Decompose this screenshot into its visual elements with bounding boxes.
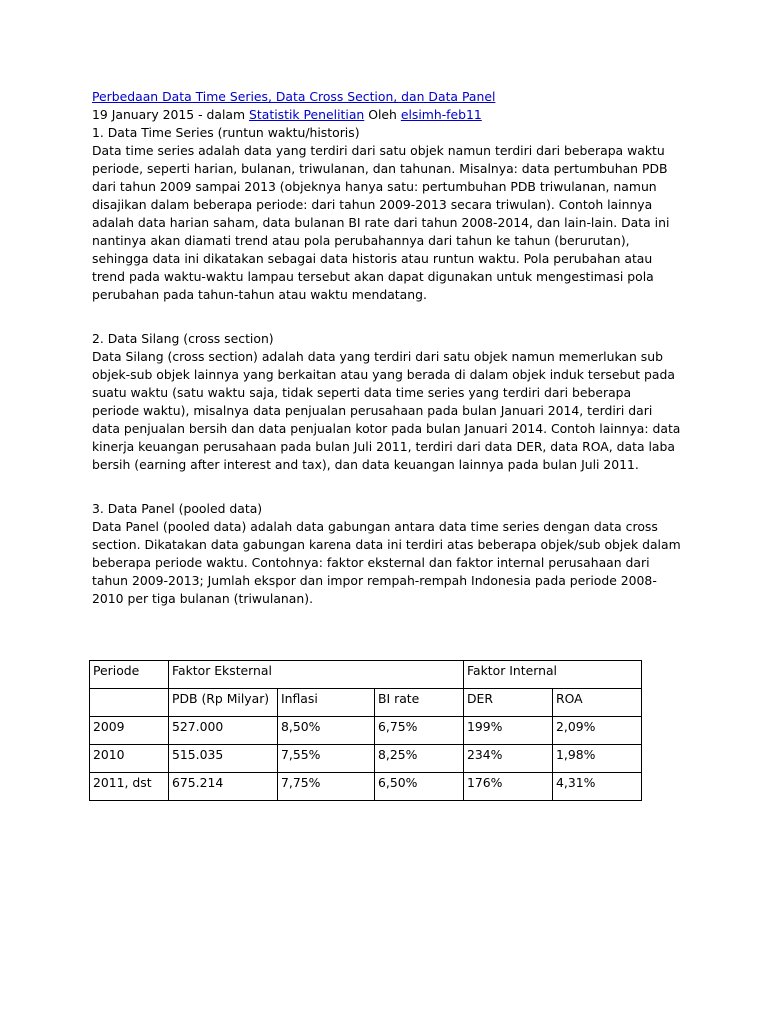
section-gap bbox=[92, 474, 682, 500]
article bbox=[92, 88, 682, 608]
section-body-cross-section: Data Silang (cross section) adalah data yang terdiri dari satu objek namun memerlukan sub objek-sub objek lainnya yang berkaitan atau yang berada di dalam objek induk tersebut pada suatu waktu (satu waktu saja, tidak seperti data time series yang terdiri dari beberapa periode waktu), misalnya data penjualan perusahaan pada bulan Januari 2014, terdiri dari data penjualan bersih dan data penjualan kotor pada bulan Januari 2014. Contoh lainnya: data kinerja keuangan perusahaan pada bulan Juli 2011, terdiri dari data DER, data ROA, data laba bersih (earning after interest and tax), dan data keuangan lainnya pada bulan Juli 2011. bbox=[92, 349, 681, 472]
cell-bi-rate: 6,50% bbox=[375, 773, 464, 801]
cell-bi-rate: 6,75% bbox=[375, 717, 464, 745]
section-body-panel: Data Panel (pooled data) adalah data gabungan antara data time series dengan data cross section. Dikatakan data gabungan karena data ini terdiri atas beberapa objek/sub objek dalam beberapa periode waktu. Contohnya: faktor eksternal dan faktor internal perusahaan dari tahun 2009-2013; Jumlah ekspor dan impor rempah-rempah Indonesia pada periode 2008-2010 per tiga bulanan (triwulanan). bbox=[92, 519, 681, 606]
panel-data-table bbox=[89, 660, 642, 801]
cell-inflasi: 8,50% bbox=[278, 717, 375, 745]
section-body-time-series: Data time series adalah data yang terdiri dari satu objek namun terdiri dari beberapa waktu periode, seperti harian, bulanan, triwulanan, dan tahunan. Misalnya: data pertumbuhan PDB dari tahun 2009 sampai 2013 (objeknya hanya satu: pertumbuhan PDB triwulanan, namun disajikan dalam beberapa periode: dari tahun 2009-2013 secara triwulan). Contoh lainnya adalah data harian saham, data bulanan BI rate dari tahun 2008-2014, dan lain-lain. Data ini nantinya akan diamati trend atau pola perubahannya dari tahun ke tahun (berurutan), sehingga data ini dikatakan sebagai data historis atau runtun waktu. Pola perubahan atau trend pada waktu-waktu lampau tersebut akan dapat digunakan untuk mengestimasi pola perubahan pada tahun-tahun atau waktu mendatang. bbox=[92, 143, 670, 302]
cell-periode: 2009 bbox=[90, 717, 169, 745]
article-meta bbox=[92, 106, 682, 124]
cell-der: 234% bbox=[464, 745, 553, 773]
header-faktor-internal: Faktor Internal bbox=[464, 661, 642, 689]
cell-pdb: 515.035 bbox=[169, 745, 278, 773]
cell-der: 176% bbox=[464, 773, 553, 801]
table-row bbox=[90, 773, 642, 801]
header-inflasi: Inflasi bbox=[278, 689, 375, 717]
cell-pdb: 527.000 bbox=[169, 717, 278, 745]
header-roa: ROA bbox=[553, 689, 642, 717]
article-date: 19 January 2015 - dalam bbox=[92, 107, 250, 122]
cell-der: 199% bbox=[464, 717, 553, 745]
article-title-link[interactable]: Perbedaan Data Time Series, Data Cross Section, dan Data Panel bbox=[92, 89, 496, 104]
header-faktor-eksternal: Faktor Eksternal bbox=[169, 661, 464, 689]
table-row bbox=[90, 717, 642, 745]
cell-roa: 2,09% bbox=[553, 717, 642, 745]
header-empty-cell bbox=[90, 689, 169, 717]
header-der: DER bbox=[464, 689, 553, 717]
section-heading-time-series: 1. Data Time Series (runtun waktu/historis) bbox=[92, 125, 360, 140]
section-heading-panel: 3. Data Panel (pooled data) bbox=[92, 501, 263, 516]
header-periode: Periode bbox=[90, 661, 169, 689]
cell-roa: 4,31% bbox=[553, 773, 642, 801]
cell-roa: 1,98% bbox=[553, 745, 642, 773]
cell-periode: 2010 bbox=[90, 745, 169, 773]
header-pdb: PDB (Rp Milyar) bbox=[169, 689, 278, 717]
author-link[interactable]: elsimh-feb11 bbox=[400, 107, 482, 122]
header-bi-rate: BI rate bbox=[375, 689, 464, 717]
section-heading-cross-section: 2. Data Silang (cross section) bbox=[92, 331, 274, 346]
table-header-row bbox=[90, 661, 642, 689]
cell-bi-rate: 8,25% bbox=[375, 745, 464, 773]
cell-inflasi: 7,55% bbox=[278, 745, 375, 773]
cell-inflasi: 7,75% bbox=[278, 773, 375, 801]
article-title-line bbox=[92, 88, 682, 106]
table-row bbox=[90, 745, 642, 773]
cell-periode: 2011, dst bbox=[90, 773, 169, 801]
cell-pdb: 675.214 bbox=[169, 773, 278, 801]
category-link[interactable]: Statistik Penelitian bbox=[249, 107, 365, 122]
table-subheader-row bbox=[90, 689, 642, 717]
by-label: Oleh bbox=[364, 107, 401, 122]
section-gap bbox=[92, 304, 682, 330]
